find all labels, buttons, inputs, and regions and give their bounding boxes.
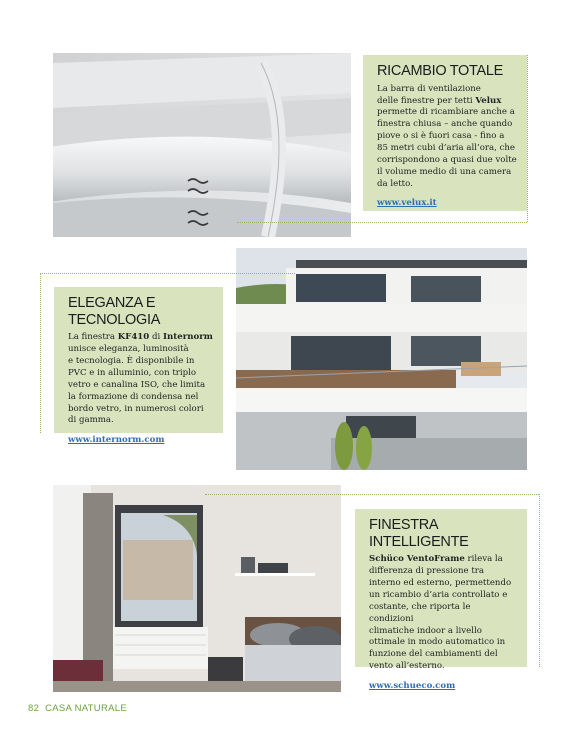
- velux-link[interactable]: www.velux.it: [377, 198, 437, 209]
- brand-name: Internorm: [162, 332, 213, 343]
- internorm-link[interactable]: www.internorm.com: [68, 435, 165, 446]
- ventilation-bar-photo: [53, 53, 351, 237]
- section-title: ELEGANZA E TECNOLOGIA: [68, 295, 161, 328]
- dotted-connector: [40, 273, 41, 433]
- bedroom-photo: [53, 485, 341, 692]
- dotted-connector: [237, 222, 527, 223]
- dotted-connector: [205, 494, 539, 495]
- product-name: KF410: [117, 332, 150, 343]
- brand-name: Velux: [475, 95, 502, 106]
- dotted-connector: [527, 55, 528, 222]
- section-title: RICAMBIO TOTALE: [377, 63, 504, 79]
- modern-house-photo: [236, 248, 527, 470]
- page-number: 82: [28, 703, 40, 714]
- section-body: Schüco VentoFrame rileva la differenza di pressione tra interno ed esterno, permettendo un ricambio d’aria controllato e costante, che riporta le condizioni climatiche indoor a livello ottimale in modo automatico in funzione del cambiamenti del vento all’esterno.: [369, 554, 512, 672]
- dotted-connector: [539, 494, 540, 667]
- product-name: Schüco VentoFrame: [369, 554, 465, 565]
- section-title: FINESTRA INTELLIGENTE: [369, 517, 469, 550]
- ricambio-totale-box: [363, 55, 527, 211]
- dotted-connector: [40, 273, 295, 274]
- section-body: La finestra KF410 di Internorm unisce eleganza, luminosità e tecnologia. È disponibile in PVC e in alluminio, con triplo vetro e canalina ISO, che limita la formazione di condensa nel bordo vetro, in numerosi colori di gamma.: [68, 332, 213, 426]
- page-footer: [28, 703, 127, 714]
- magazine-name: CASA NATURALE: [45, 703, 127, 714]
- finestra-intelligente-box: [355, 509, 527, 691]
- section-body: La barra di ventilazione delle finestre per tetti Velux permette di ricambiare anche a finestra chiusa – anche quando piove o si è fuori casa - fino a 85 metri cubi d’aria all’ora, che corrispondono a quasi due volte il volume medio di una camera da letto.: [377, 83, 517, 189]
- schueco-link[interactable]: www.schueco.com: [369, 680, 456, 691]
- eleganza-tecnologia-box: [54, 287, 223, 446]
